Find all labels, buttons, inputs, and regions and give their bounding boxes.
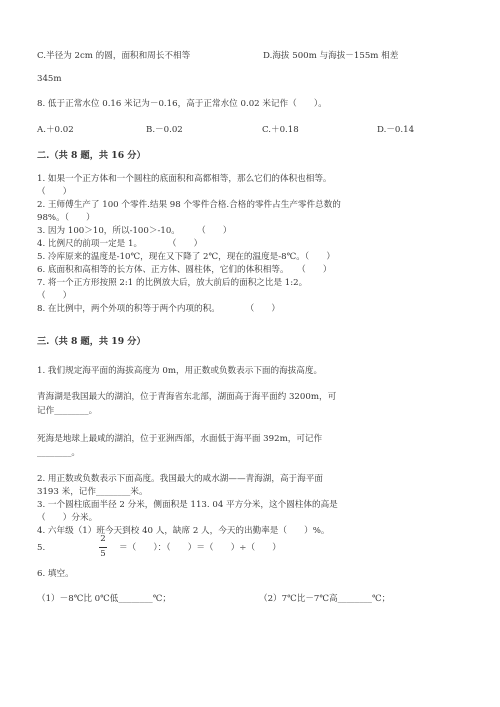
section-2-line-8: 6. 底面积和高相等的长方体、正方体、圆柱体，它们的体积相等。 （ ）: [37, 265, 332, 275]
dead-sea-line-2: ________。: [37, 448, 80, 458]
option-d-text: D.海拔 500m 与海拔－155m 相差: [263, 51, 399, 61]
section-2-heading: 二.（共 8 题，共 16 分）: [37, 150, 146, 161]
section-3-heading: 三.（共 8 题，共 19 分）: [37, 336, 146, 347]
section-2-line-2: （ ）: [37, 187, 72, 197]
option-d-continuation: 345m: [37, 74, 62, 84]
section-3-question-6: 6. 填空。: [37, 569, 74, 579]
qinghai-lake-line-2: 记作________。: [37, 406, 98, 416]
question-8-stem: 8. 低于正常水位 0.16 米记为－0.16，高于正常水位 0.02 米记作（ ）。: [37, 99, 327, 109]
section-2-line-6: 4. 比例尺的前项一定是 1。 （ ）: [37, 239, 203, 249]
qinghai-lake-line-1: 青海湖是我国最大的湖泊，位于青海省东北部，湖面高于海平面约 3200m，可: [37, 392, 337, 402]
section-2-line-1: 1. 如果一个正方体和一个圆柱的底面积和高都相等，那么它们的体积也相等。: [37, 174, 332, 184]
section-3-question-3-line-2: （ ）分米。: [37, 513, 98, 523]
question-8-option-a: A.＋0.02: [37, 125, 74, 135]
section-3-question-5-number: 5.: [37, 543, 46, 553]
section-3-question-3-line-1: 3. 一个圆柱底面半径 2 分米，侧面积是 113. 04 平方分米，这个圆柱体的高是: [37, 500, 338, 510]
question-8-option-d: D.－0.14: [377, 125, 415, 135]
section-2-line-5: 3. 因为 100＞10，所以-100＞-10。 （ ）: [37, 226, 232, 236]
question-6-part-1: （1）－8℃比 0℃低________℃；: [37, 594, 171, 604]
fraction-numerator: 2: [100, 534, 106, 544]
question-5-ratio-blanks: ＝（ ）：（ ）＝（ ）÷（ ）: [119, 543, 281, 553]
section-2-line-11: 8. 在比例中，两个外项的积等于两个内项的积。 （ ）: [37, 304, 280, 314]
question-8-option-b: B.－0.02: [146, 125, 183, 135]
section-3-question-2-line-1: 2. 用正数或负数表示下面高度。我国最大的咸水湖——青海湖，高于海平面: [37, 474, 323, 484]
section-2-line-10: （ ）: [37, 291, 72, 301]
section-3-question-2-line-2: 3193 米，记作________米。: [37, 487, 148, 497]
section-3-question-1: 1. 我们规定海平面的海拔高度为 0m，用正数或负数表示下面的海拔高度。: [37, 366, 323, 376]
section-2-line-9: 7. 将一个正方形按照 2:1 的比例放大后，放大前后的面积之比是 1:2。: [37, 278, 308, 288]
section-2-line-3: 2. 王师傅生产了 100 个零件.结果 98 个零件合格.合格的零件占生产零件总数的: [37, 200, 341, 210]
question-5-fraction: [98, 534, 108, 562]
section-2-line-7: 5. 冷库原来的温度是-10℃，现在又下降了 2℃，现在的温度是-8℃。（ ）: [37, 252, 335, 262]
section-3-question-4: 4. 六年级（1）班今天到校 40 人，缺席 2 人，今天的出勤率是（ ）%。: [37, 526, 330, 536]
fraction-bar: [99, 547, 107, 548]
fraction-denominator: 5: [100, 549, 106, 559]
section-2-line-4: 98%。（ ）: [37, 213, 95, 223]
option-c-text: C.半径为 2cm 的圆，面积和周长不相等: [37, 51, 191, 61]
dead-sea-line-1: 死海是地球上最咸的湖泊，位于亚洲西部，水面低于海平面 392m，可记作: [37, 434, 323, 444]
question-6-part-2: （2）7℃比－7℃高________℃；: [259, 594, 391, 604]
question-8-option-c: C.＋0.18: [262, 125, 299, 135]
